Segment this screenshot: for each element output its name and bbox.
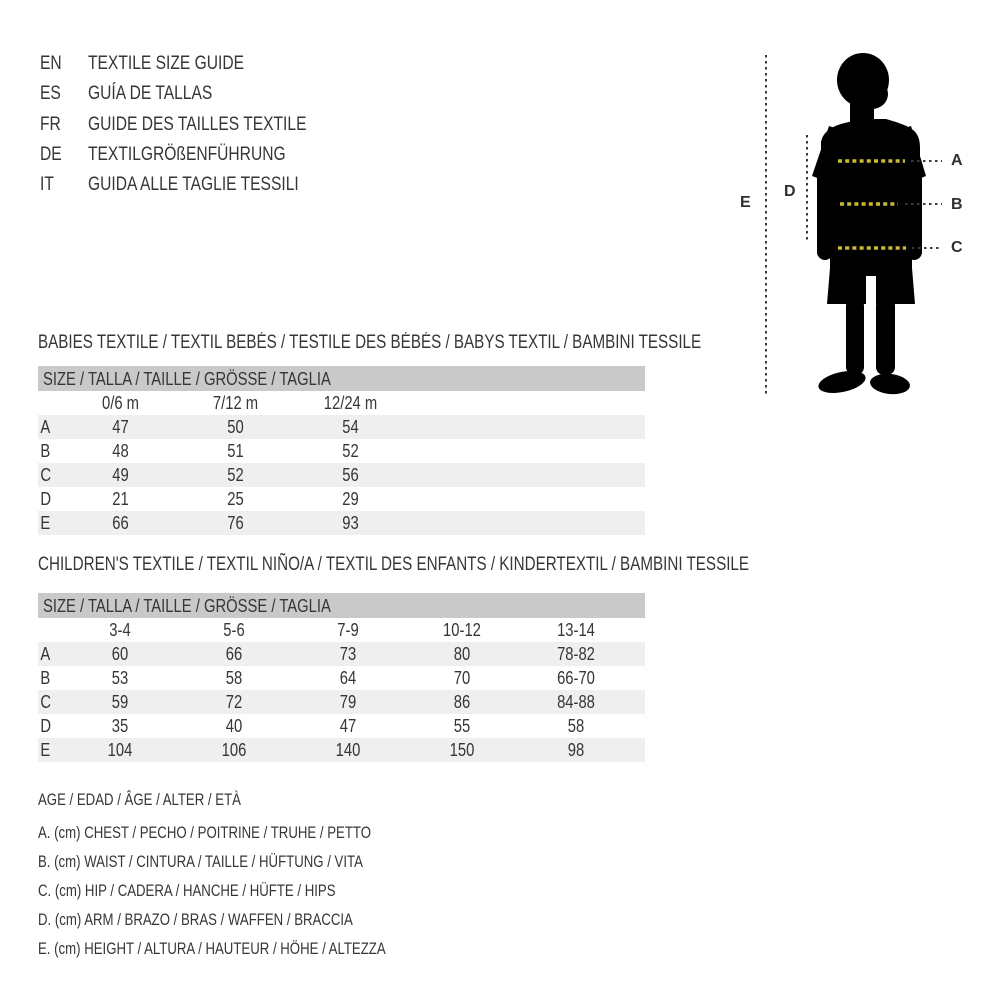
cell-value: 86 [453,691,471,712]
lang-code: EN [40,52,62,74]
lang-title: GUIDA ALLE TAGLIE TESSILI [88,173,299,196]
children-table-size-header: SIZE / TALLA / TAILLE / GRÖSSE / TAGLIA [38,593,645,618]
lang-title: GUÍA DE TALLAS [88,82,213,105]
row-label: D [40,715,52,736]
cell-value: 79 [339,691,357,712]
cell-value: 29 [342,488,359,509]
table-row-c [38,463,645,487]
row-label: D [40,488,52,509]
cell-value: 25 [227,488,244,509]
babies-column-header-row [38,391,645,415]
cell-value: 150 [449,739,475,760]
figure-label-b: B [951,196,963,213]
column-header: 5-6 [223,619,245,640]
column-header: 10-12 [443,619,481,640]
cell-value: 56 [342,464,359,485]
legend-arm: D. (cm) ARM / BRAZO / BRAS / WAFFEN / BRACCIA [38,911,353,929]
legend-hip: C. (cm) HIP / CADERA / HANCHE / HÜFTE / HIPS [38,882,336,900]
column-header: 3-4 [109,619,131,640]
row-label: A [40,643,51,664]
row-label: B [40,667,51,688]
cell-value: 49 [112,464,129,485]
legend-height: E. (cm) HEIGHT / ALTURA / HAUTEUR / HÖHE / ALTEZZA [38,940,386,958]
table-row-c [38,690,645,714]
table-row-a [38,642,645,666]
child-silhouette-figure [700,30,1000,420]
figure-label-c: C [951,239,963,256]
cell-value: 48 [112,440,129,461]
figure-label-e: E [740,194,751,211]
cell-value: 140 [335,739,361,760]
cell-value: 73 [339,643,357,664]
column-header: 7-9 [337,619,359,640]
table-row-d [38,714,645,738]
children-size-table [38,593,645,762]
table-row-a [38,415,645,439]
cell-value: 80 [453,643,471,664]
babies-section-heading: BABIES TEXTILE / TEXTIL BEBÉS / TESTILE DES BÉBÉS / BABYS TEXTIL / BAMBINI TESSILE [38,332,702,353]
lang-title: TEXTILE SIZE GUIDE [88,52,245,74]
children-section-heading: CHILDREN'S TEXTILE / TEXTIL NIÑO/A / TEXTIL DES ENFANTS / KINDERTEXTIL / BAMBINI TESSILE [38,554,750,575]
table-row-e [38,511,645,535]
lang-code: FR [40,112,61,135]
cell-value: 47 [112,416,129,437]
column-header: 0/6 m [101,392,140,413]
measurement-diagram [700,30,1000,420]
cell-value: 58 [567,715,585,736]
column-header: 13-14 [557,619,595,640]
babies-size-table [38,366,645,535]
row-label: A [40,416,51,437]
lang-title: GUIDE DES TAILLES TEXTILE [88,112,307,135]
cell-value: 66-70 [557,667,595,688]
cell-value: 55 [453,715,471,736]
legend-waist: B. (cm) WAIST / CINTURA / TAILLE / HÜFTUNG / VITA [38,853,363,871]
figure-label-d: D [784,183,796,200]
babies-table-size-header: SIZE / TALLA / TAILLE / GRÖSSE / TAGLIA [38,366,645,391]
row-label: C [40,691,52,712]
cell-value: 60 [111,643,129,664]
lang-title: TEXTILGRÖßENFÜHRUNG [88,142,286,165]
cell-value: 84-88 [557,691,595,712]
lang-code: DE [40,142,62,165]
cell-value: 58 [225,667,243,688]
cell-value: 59 [111,691,129,712]
cell-value: 52 [227,464,244,485]
row-label: E [40,512,51,533]
legend-age: AGE / EDAD / ÂGE / ALTER / ETÀ [38,791,241,809]
table-row-e [38,738,645,762]
cell-value: 35 [111,715,129,736]
cell-value: 54 [342,416,359,437]
table-row-b [38,666,645,690]
table-row-b [38,439,645,463]
cell-value: 78-82 [557,643,595,664]
cell-value: 104 [107,739,133,760]
cell-value: 70 [453,667,471,688]
legend-chest: A. (cm) CHEST / PECHO / POITRINE / TRUHE / PETTO [38,824,371,842]
cell-value: 47 [339,715,357,736]
row-label: B [40,440,51,461]
column-header: 12/24 m [323,392,378,413]
cell-value: 76 [227,512,244,533]
row-label: C [40,464,52,485]
cell-value: 21 [112,488,129,509]
cell-value: 66 [225,643,243,664]
column-header: 7/12 m [212,392,259,413]
cell-value: 106 [221,739,247,760]
cell-value: 93 [342,512,359,533]
cell-value: 51 [227,440,244,461]
lang-code: IT [40,173,54,196]
table-row-d [38,487,645,511]
cell-value: 40 [225,715,243,736]
cell-value: 66 [112,512,129,533]
figure-label-a: A [951,152,963,169]
lang-code: ES [40,82,61,105]
cell-value: 50 [227,416,244,437]
cell-value: 64 [339,667,357,688]
cell-value: 53 [111,667,129,688]
cell-value: 72 [225,691,243,712]
cell-value: 98 [567,739,585,760]
children-column-header-row [38,618,645,642]
row-label: E [40,739,51,760]
cell-value: 52 [342,440,359,461]
